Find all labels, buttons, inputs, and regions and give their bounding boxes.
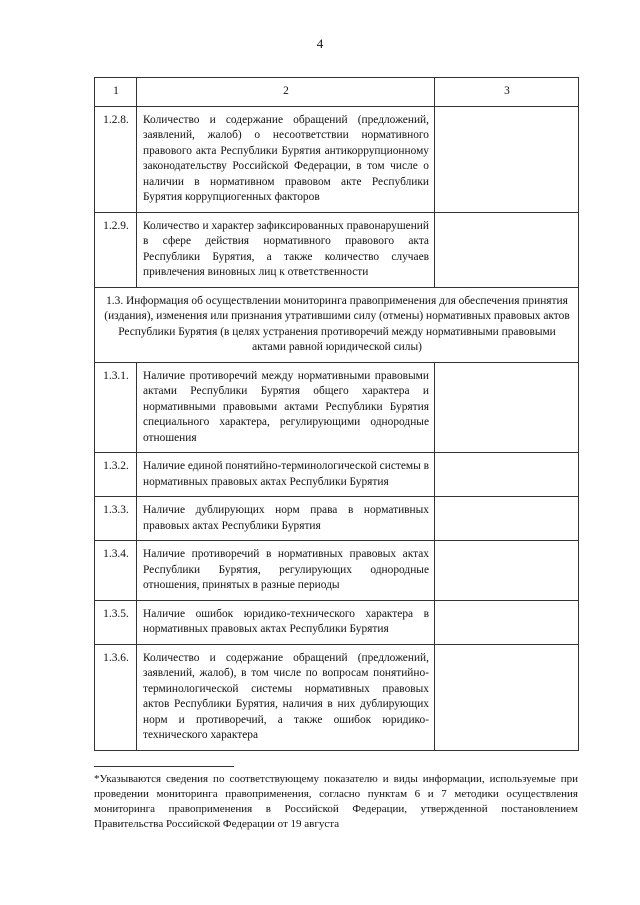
section-title: 1.3. Информация об осуществлении мониторинга правоприменения для обеспечения принятия (издания), изменения или признания утратившими силу (отмены) нормативных правовых актов Республики Бурятия (в целях устранения противоречий между нормативными правовыми актами равной юридической силы) <box>95 287 579 362</box>
row-text: Наличие противоречий в нормативных правовых актах Республики Бурятия, регулирующих однородные отношения, принятых в разные периоды <box>137 541 435 601</box>
column-header-3: 3 <box>435 78 579 107</box>
footnote-divider <box>94 766 234 767</box>
row-value <box>435 106 579 212</box>
row-text: Наличие дублирующих норм права в нормативных правовых актах Республики Бурятия <box>137 497 435 541</box>
table-row <box>95 497 579 541</box>
table-row <box>95 106 579 212</box>
row-value <box>435 212 579 287</box>
row-number: 1.3.4. <box>95 541 137 601</box>
row-value <box>435 600 579 644</box>
table-row <box>95 541 579 601</box>
row-value <box>435 644 579 750</box>
table-row <box>95 362 579 453</box>
row-value <box>435 497 579 541</box>
row-text: Наличие единой понятийно-терминологической системы в нормативных правовых актах Республики Бурятия <box>137 453 435 497</box>
row-text: Наличие ошибок юридико-технического характера в нормативных правовых актах Республики Бурятия <box>137 600 435 644</box>
section-row <box>95 287 579 362</box>
column-header-2: 2 <box>137 78 435 107</box>
table-row <box>95 453 579 497</box>
row-text: Количество и содержание обращений (предложений, заявлений, жалоб) о несоответствии нормативного правового акта Республики Бурятия антикоррупционному законодательству Российской Федерации, в том числе о наличии в нормативном правовом акте Республики Бурятия коррупциогенных факторов <box>137 106 435 212</box>
table-row <box>95 644 579 750</box>
row-text: Количество и содержание обращений (предложений, заявлений, жалоб), в том числе по вопросам понятийно-терминологической системы нормативных правовых актов Республики Бурятия, наличия в них дублирующих норм и противоречий, а также ошибок юридико-технического характера <box>137 644 435 750</box>
row-number: 1.3.6. <box>95 644 137 750</box>
row-value <box>435 453 579 497</box>
table-row <box>95 600 579 644</box>
table-header-row <box>95 78 579 107</box>
table-row <box>95 212 579 287</box>
row-text: Наличие противоречий между нормативными правовыми актами Республики Бурятия общего характера и нормативными правовыми актами Республики Бурятия специального характера, регулирующими однородные отношения <box>137 362 435 453</box>
page-number: 4 <box>316 36 324 51</box>
column-header-1: 1 <box>95 78 137 107</box>
row-number: 1.3.3. <box>95 497 137 541</box>
row-value <box>435 362 579 453</box>
row-number: 1.3.2. <box>95 453 137 497</box>
footnote: *Указываются сведения по соответствующему показателю и виды информации, используемые при проведении мониторинга правоприменения, согласно пунктам 6 и 7 методики осуществления мониторинга правоприменения в Российской Федерации, утвержденной постановлением Правительства Российской Федерации от 19 августа <box>94 773 578 830</box>
row-value <box>435 541 579 601</box>
row-number: 1.3.1. <box>95 362 137 453</box>
row-number: 1.2.8. <box>95 106 137 212</box>
row-text: Количество и характер зафиксированных правонарушений в сфере действия нормативного правового акта Республики Бурятия, а также количество случаев привлечения виновных лиц к ответственности <box>137 212 435 287</box>
row-number: 1.2.9. <box>95 212 137 287</box>
row-number: 1.3.5. <box>95 600 137 644</box>
monitoring-table <box>94 77 579 751</box>
